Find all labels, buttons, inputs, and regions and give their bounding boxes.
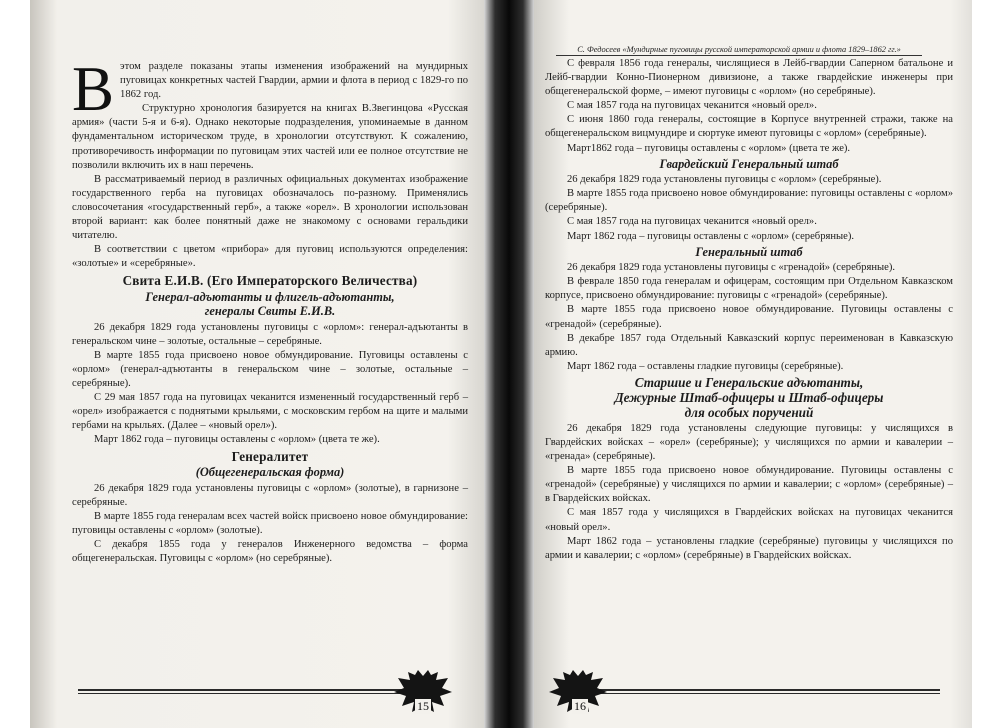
paragraph: С июня 1860 года генералы, состоящие в Корпусе внутренней стражи, также на общегенеральском вицмундире и сюртуке имеют пуговицы с «орлом» (серебряные). (545, 114, 953, 140)
subtitle-line: генералы Свиты Е.И.В. (204, 304, 336, 318)
paragraph: В рассматриваемый период в различных официальных документах изображение государственного герба на пуговицах обозначалось по-разному. Применялись словосочетания «государственный герб», а также «орел». В хронологии использован второй вариант: как более понятный даже не знакомому с основами геральдики читателю. (72, 173, 468, 242)
paragraph: С мая 1857 года на пуговицах чеканится «новый орел». (567, 100, 817, 112)
paragraph: В марте 1855 года присвоено новое обмундирование. Пуговицы оставлены с «орлом» (генерал-адъютанты в генеральском чине – золотые, остальные – серебряные). (72, 349, 468, 389)
title-line: Старшие и Генеральские адъютанты, (634, 374, 864, 390)
title-line: для особых поручений (684, 404, 814, 420)
page-number: 15 (417, 699, 429, 713)
page-number: 16 (574, 699, 586, 713)
paragraph: В феврале 1850 года генералам и офицерам, состоящим при Отдельном Кавказском корпусе, присвоено обмундирование: пуговицы с «гренадой» (серебряные). (545, 276, 953, 302)
paragraph: 26 декабря 1829 года установлены пуговицы с «гренадой» (серебряные). (567, 262, 895, 274)
paragraph: 26 декабря 1829 года установлены пуговицы с «орлом» (серебряные). (567, 174, 882, 186)
paragraph: Март 1862 года – пуговицы оставлены с «орлом» (серебряные). (567, 230, 855, 242)
right-page-text (545, 57, 953, 563)
section-subtitle (72, 290, 468, 319)
subtitle-line: Генерал-адъютанты и флигель-адъютанты, (145, 289, 395, 304)
section-title: Генералитет (231, 449, 309, 465)
footer-rule (78, 689, 408, 691)
section-title: Свита Е.И.В. (Его Императорского Величества) (122, 273, 418, 289)
paragraph: С февраля 1856 года генералы, числящиеся в Лейб-гвардии Саперном батальоне и Лейб-гвардии Конно-Пионерном дивизионе, а также гвардейские инженеры при общегенеральской форме, – имеют пуговицы с «орлом» (но серебряные). (545, 58, 953, 98)
footer-rule (600, 693, 940, 694)
paragraph: С мая 1857 года у числящихся в Гвардейских войсках на пуговицах чеканится «новый орел». (545, 507, 953, 533)
paragraph: В марте 1855 года присвоено новое обмундирование. Пуговицы оставлены с «гренадой» (серебряные) у числящихся по армии и кавалерии; с «орлом» (серебряные) – в Гвардейских войсках. (545, 465, 953, 505)
paragraph: С мая 1857 года на пуговицах чеканится «новый орел». (567, 216, 817, 228)
footer-rule (600, 689, 940, 691)
section-title: Гвардейский Генеральный штаб (659, 156, 839, 171)
paragraph: 26 декабря 1829 года установлены следующие пуговицы: у числящихся в Гвардейских войсках – «орел» (серебряные); у числящихся по армии и кавалерии – «гренада» (серебряные). (545, 422, 953, 463)
left-page-text (72, 54, 468, 567)
paragraph: С 29 мая 1857 года на пуговицах чеканится измененный государственный герб – «орел» изображается с поднятыми крыльями, с московским гербом на щите и малыми гербами на крыльях. (Далее – «новый орел»). (72, 391, 468, 432)
paragraph: В марте 1855 года генералам всех частей войск присвоено новое обмундирование: пуговицы оставлены с «орлом» (золотые). (72, 511, 468, 537)
paragraph: 26 декабря 1829 года установлены пуговицы с «орлом»: генерал-адъютанты в генеральском чине – золотые, остальные – серебряные. (72, 321, 468, 347)
running-head: С. Федосеев «Мундирные пуговицы русской императорской армии и флота 1829–1862 гг.» (556, 45, 922, 56)
paragraph: Март 1862 года – пуговицы оставлены с «орлом» (цвета те же). (94, 434, 380, 446)
intro-text: этом разделе показаны этапы изменения изображений на мундирных пуговицах конкретных частей Гвардии, армии и флота в период с 1829-го по 1862 год. (120, 61, 468, 101)
paragraph: Март1862 года – пуговицы оставлены с «орлом» (цвета те же). (567, 142, 851, 154)
paragraph: Март 1862 года – установлены гладкие (серебряные) пуговицы у числящихся по армии и кавалерии; с «орлом» (серебряные) в Гвардейских войсках. (545, 535, 953, 561)
section-subtitle: (Общегенеральская форма) (195, 465, 345, 480)
section-title (545, 375, 953, 420)
paragraph: Март 1862 года – оставлены гладкие пуговицы (серебряные). (567, 360, 844, 372)
section-title: Генеральный штаб (695, 244, 803, 259)
paragraph: В соответствии с цветом «прибора» для пуговиц используются определения: «золотые» и «серебряные». (72, 244, 468, 270)
book-gutter (484, 0, 534, 728)
scan-margin-left (0, 0, 30, 728)
paragraph: С декабря 1855 года у генералов Инженерного ведомства – форма общегенеральская. Пуговицы с «орлом» (но серебряные). (72, 539, 468, 565)
title-line: Дежурные Штаб-офицеры и Штаб-офицеры (614, 389, 884, 405)
scan-margin-right (972, 0, 1000, 728)
paragraph: 26 декабря 1829 года установлены пуговицы с «орлом» (золотые), в гарнизоне – серебряные. (72, 482, 468, 509)
intro-paragraph (72, 54, 468, 124)
paragraph: Структурно хронология базируется на книгах В.Звегинцова «Русская армия» (части 5-я и 6-я). Однако некоторые подразделения, упоминаемые в данном фундаментальном историческом труде, в хронологии отсутствуют. К сожалению, противоречивость информации по пуговицам этих частей или ее полное отсутствие не позволили включить их в наш перечень. (72, 103, 468, 171)
paragraph: В марте 1855 года присвоено новое обмундирование: пуговицы оставлены с «орлом» (серебряные). (545, 188, 953, 214)
paragraph: В декабре 1857 года Отдельный Кавказский корпус переименован в Кавказскую армию. (545, 332, 953, 358)
drop-cap: В (72, 54, 115, 124)
footer-rule (78, 693, 408, 694)
paragraph: В марте 1855 года присвоено новое обмундирование. Пуговицы оставлены с «гренадой» (серебряные). (545, 304, 953, 330)
